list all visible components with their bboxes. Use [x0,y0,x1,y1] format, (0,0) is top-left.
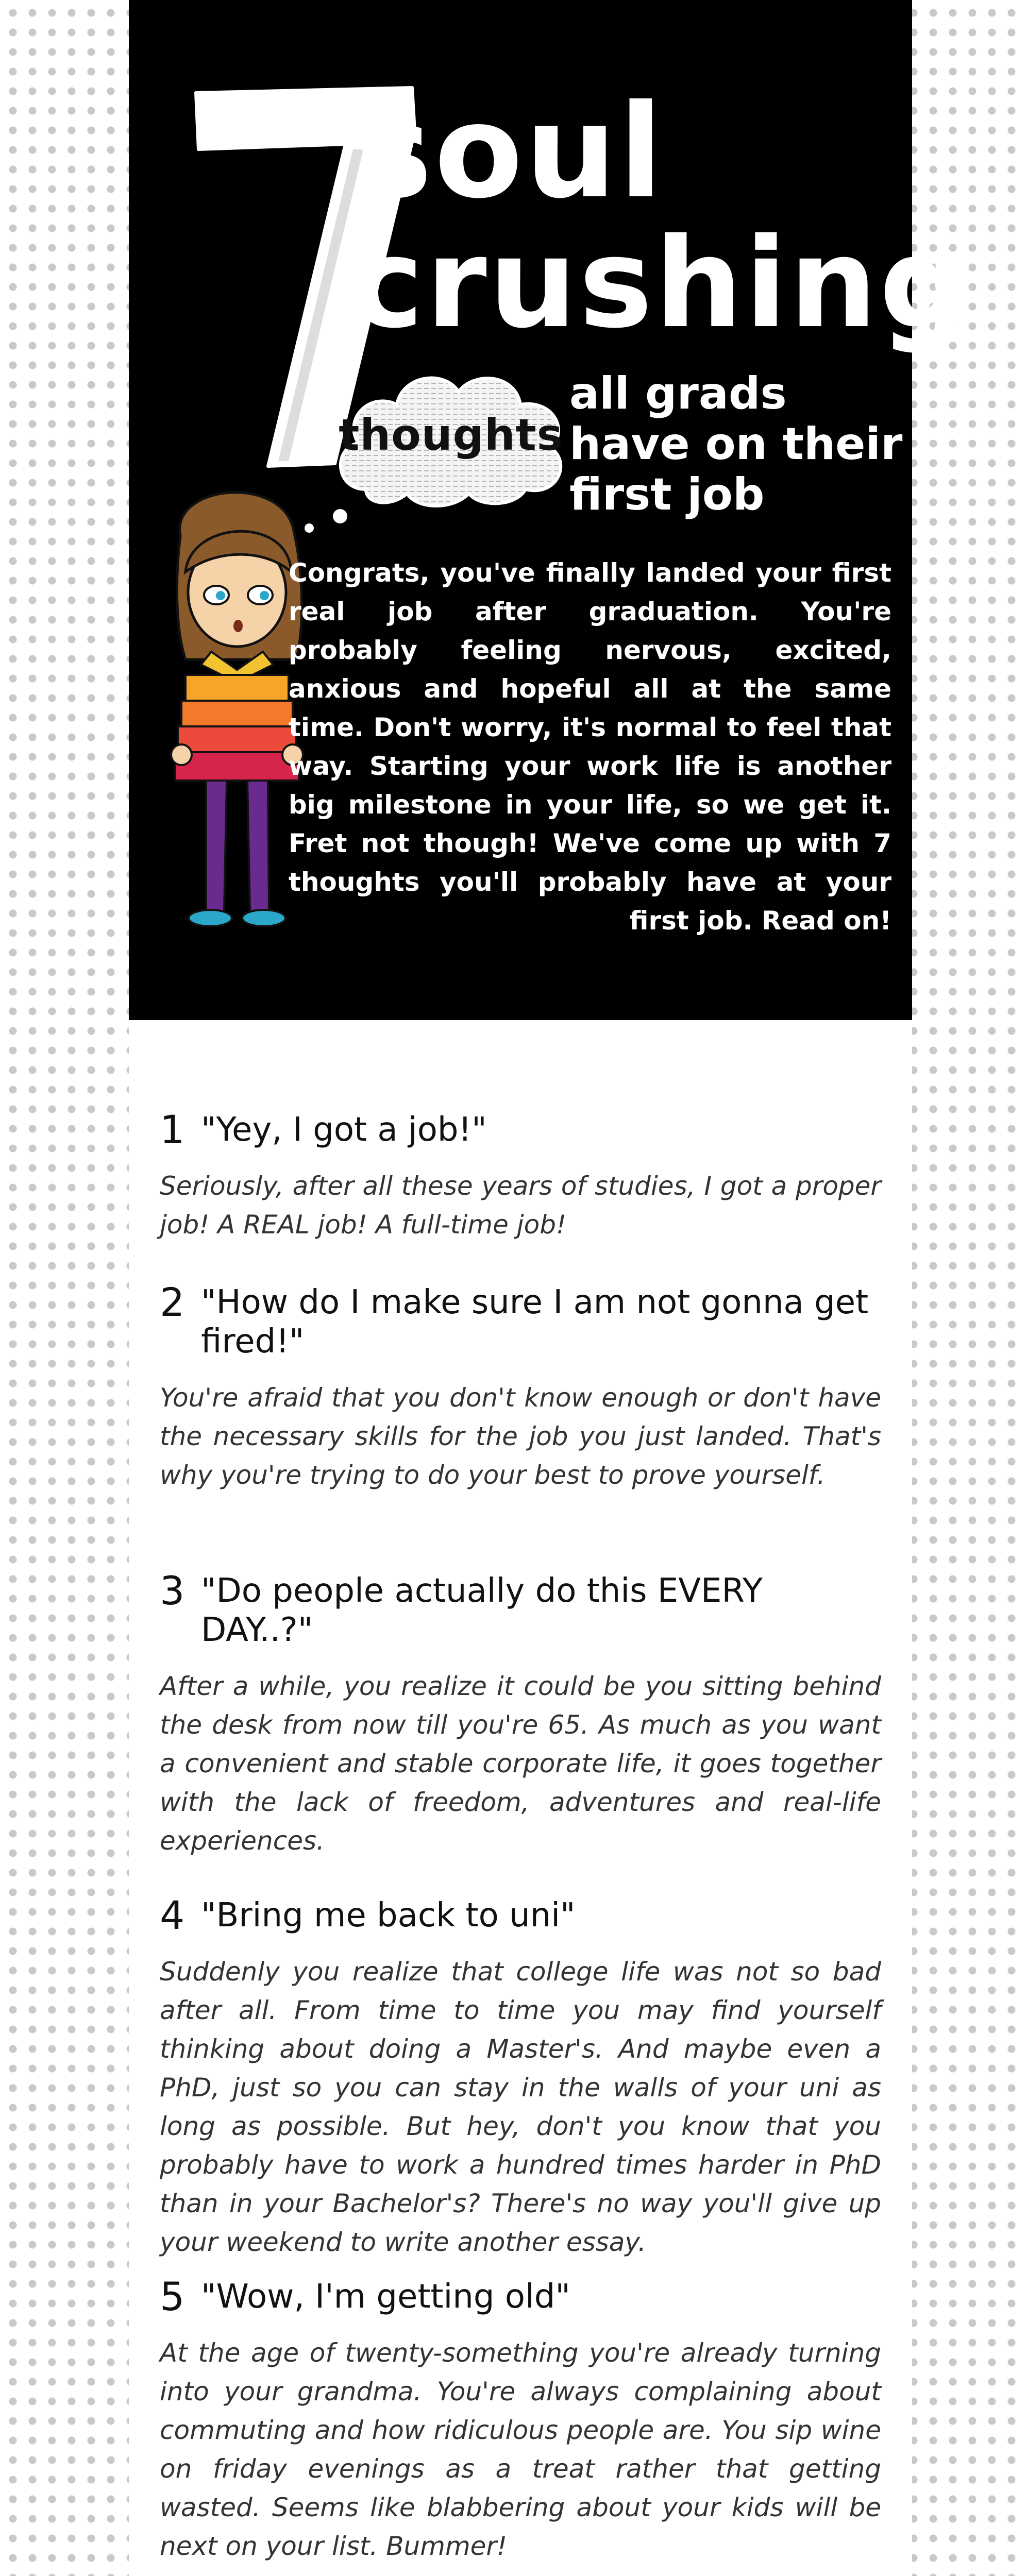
header-subtitle [569,368,903,520]
item-title: "Wow, I'm getting old" [201,2278,570,2316]
item-number: 2 [160,1279,185,1325]
list-item [160,1892,881,2262]
subtitle-line: first job [569,469,765,520]
item-body: Suddenly you realize that college life was not so bad after all. From time to time you may find yourself thinking about doing a Master's. And maybe even a PhD, just so you can stay in the walls of your uni as long as possible. But hey, don't you know that you probably have to work a hundred times harder in PhD than in your Bachelor's? There's no way you'll give up your weekend to write another essay. [160,1957,881,2257]
item-title: "How do I make sure I am not gonna get fired!" [201,1283,869,1361]
item-body: After a while, you realize it could be you sitting behind the desk from now till you're 65. As much as you want a convenient and stable corporate life, it goes together with the lack of freedom, adventures and real-life experiences. [160,1671,881,1856]
item-title: "Do people actually do this EVERY DAY..?" [201,1572,763,1649]
item-heading [160,1279,881,1361]
item-heading [160,2274,881,2319]
item-heading [160,1107,881,1153]
item-body: Seriously, after all these years of studies, I got a proper job! A REAL job! A full-time job! [160,1171,881,1240]
list-item [160,1279,881,1495]
item-body: At the age of twenty-something you're already turning into your grandma. You're always complaining about commuting and how ridiculous people are. You sip wine on friday evenings as a treat rather that getting wasted. Seems like blabbering about your kids will be next on your list. Bummer! [160,2338,881,2561]
item-body: You're afraid that you don't know enough or don't have the necessary skills for the job you just landed. That's why you're trying to do your best to prove yourself. [160,1383,881,1490]
list-item [160,1568,881,1860]
item-number: 3 [160,1568,185,1614]
intro-paragraph: Congrats, you've finally landed your first real job after graduation. You're probably feeling nervous, excited, anxious and hopeful all at the same time. Don't worry, it's normal to feel that way. Starting your work life is another big milestone in your life, so we get it. Fret not though! We've come up with 7 thoughts you'll probably have at your first job. Read on! [289,558,891,936]
subtitle-line: all grads [569,368,787,419]
infographic-column [129,0,970,2576]
header-banner [129,0,970,1020]
subtitle-line: have on their [569,418,903,470]
list-item [160,2274,881,2566]
item-heading [160,1892,881,1938]
item-number: 5 [160,2274,185,2319]
item-heading [160,1568,881,1650]
item-title: "Yey, I got a job!" [201,1111,487,1149]
title-word-soul: soul [356,77,665,227]
item-number: 4 [160,1892,185,1938]
item-number: 1 [160,1107,185,1153]
item-title: "Bring me back to uni" [201,1896,576,1935]
cloud-word-thoughts: thoughts [339,410,563,460]
list-item [160,1107,881,1244]
title-word-crushing: crushing [350,211,970,355]
